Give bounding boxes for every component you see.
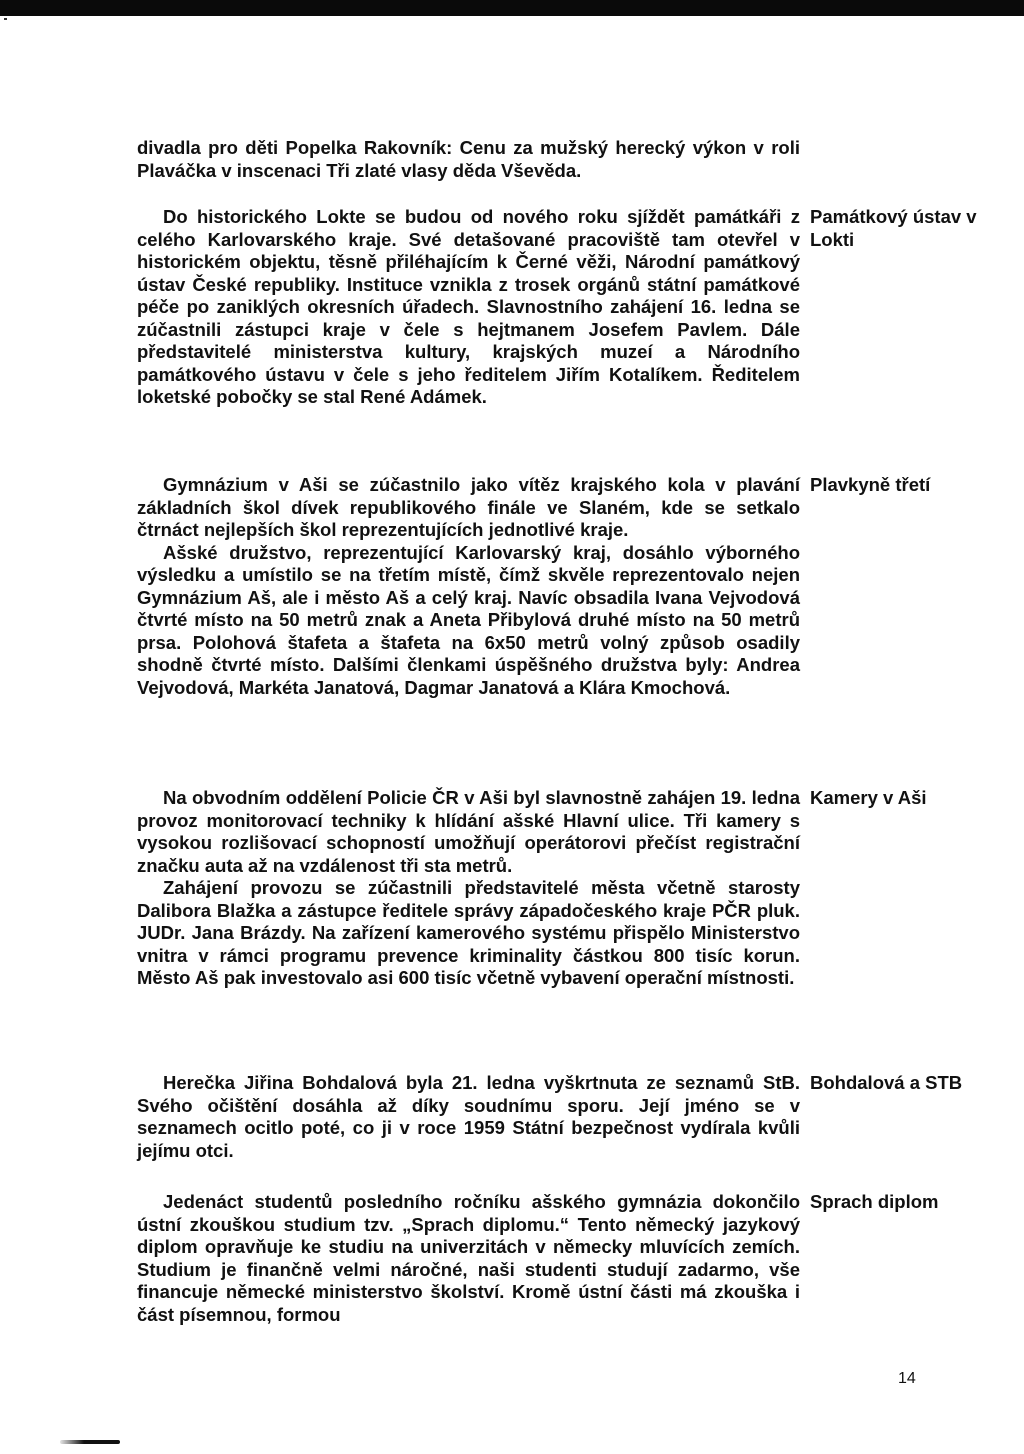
article-paragraph: Ašské družstvo, reprezentující Karlovarský kraj, dosáhlo výborného výsledku a umístilo se na třetím místě, čímž skvěle reprezentovalo nejen Gymnázium Aš, ale i město Aš a celý kraj. Navíc obsadila Ivana Vejvodová čtvrté místo na 50 metrů znak a Aneta Přibylová druhé místo na 50 metrů prsa. Polohová štafeta a štafeta na 6x50 metrů volný způsob osadily shodně čtvrté místo. Dalšími členkami úspěšného družstva byly: Andrea Vejvodová, Markéta Janatová, Dagmar Janatová a Klára Kmochová. — [137, 541, 800, 698]
side-heading-plavkyne: Plavkyně třetí — [810, 474, 931, 495]
article-bohdalova — [137, 1072, 800, 1162]
side-heading-sprach-diplom: Sprach diplom — [810, 1191, 939, 1212]
side-heading-kamery: Kamery v Aši — [810, 787, 927, 808]
article-kamery — [137, 787, 800, 990]
article-pamatkovy-ustav — [137, 206, 800, 409]
article-paragraph: Gymnázium v Aši se zúčastnilo jako vítěz krajského kola v plavání základních škol dívek republikového finále ve Slaném, kde se setkalo čtrnáct nejlepších škol reprezentujících jednotlivé kraje. — [137, 474, 800, 540]
side-heading-bohdalova: Bohdalová a STB — [810, 1072, 963, 1093]
article-paragraph: Jedenáct studentů posledního ročníku ašského gymnázia dokončilo ústní zkouškou studium tzv. „Sprach diplomu.“ Tento německý jazykový diplom opravňuje ke studiu na univerzitách v německy mluvících zemích. Studium je finančně velmi náročné, naši studenti studují zadarmo, vše financuje německé ministerstvo školství. Kromě ústní části má zkouška i část písemnou, formou — [137, 1191, 800, 1325]
article-paragraph: Herečka Jiřina Bohdalová byla 21. ledna vyškrtnuta ze seznamů StB. Svého očištění dosáhla až díky soudnímu sporu. Její jméno se v seznamech ocitlo poté, co ji v roce 1959 Státní bezpečnost vydírala kvůli jejímu otci. — [137, 1072, 800, 1161]
side-heading-pamatkovy-ustav: Památkový ústav v Lokti — [810, 206, 977, 250]
article-paragraph: Do historického Lokte se budou od nového roku sjíždět památkáři z celého Karlovarského kraje. Své detašované pracoviště tam otevřel v historickém objektu, těsně přiléhajícím k Černé věži, Národní památkový ústav České republiky. Instituce vznikla z trosek orgánů státní památkové péče po zaniklých okresních úřadech. Slavnostního zahájení 16. ledna se zúčastnili zástupci kraje v čele s hejtmanem Josefem Pavlem. Dále představitelé ministerstva kultury, krajských muzeí a Národního památkového ústavu v čele s jeho ředitelem Jiřím Kotalíkem. Ředitelem loketské pobočky se stal René Adámek. — [137, 206, 800, 407]
article-continuation — [137, 137, 800, 182]
page-number: 14 — [898, 1370, 916, 1387]
article-sprach-diplom — [137, 1191, 800, 1326]
article-plavkyne — [137, 474, 800, 699]
article-paragraph: Zahájení provozu se zúčastnili představitelé města včetně starosty Dalibora Blažka a zástupce ředitele správy západočeského kraje PČR pluk. JUDr. Jana Brázdy. Na zařízení kamerového systému přispělo Ministerstvo vnitra v rámci programu prevence kriminality částkou 800 tisíc korun. Město Aš pak investovalo asi 600 tisíc včetně vybavení operační místnosti. — [137, 877, 800, 988]
article-paragraph: Na obvodním oddělení Policie ČR v Aši byl slavnostně zahájen 19. ledna provoz monitorovací techniky k hlídání ašské Hlavní ulice. Tři kamery s vysokou rozlišovací schopností umožňují operátorovi přečíst registrační značku auta až na vzdálenost tři sta metrů. — [137, 787, 800, 876]
scan-artifact — [60, 1440, 120, 1444]
scan-top-border — [0, 0, 1024, 16]
article-paragraph: divadla pro děti Popelka Rakovník: Cenu za mužský herecký výkon v roli Plaváčka v inscenaci Tři zlaté vlasy děda Vševěda. — [137, 137, 800, 181]
scan-artifact — [4, 18, 7, 20]
